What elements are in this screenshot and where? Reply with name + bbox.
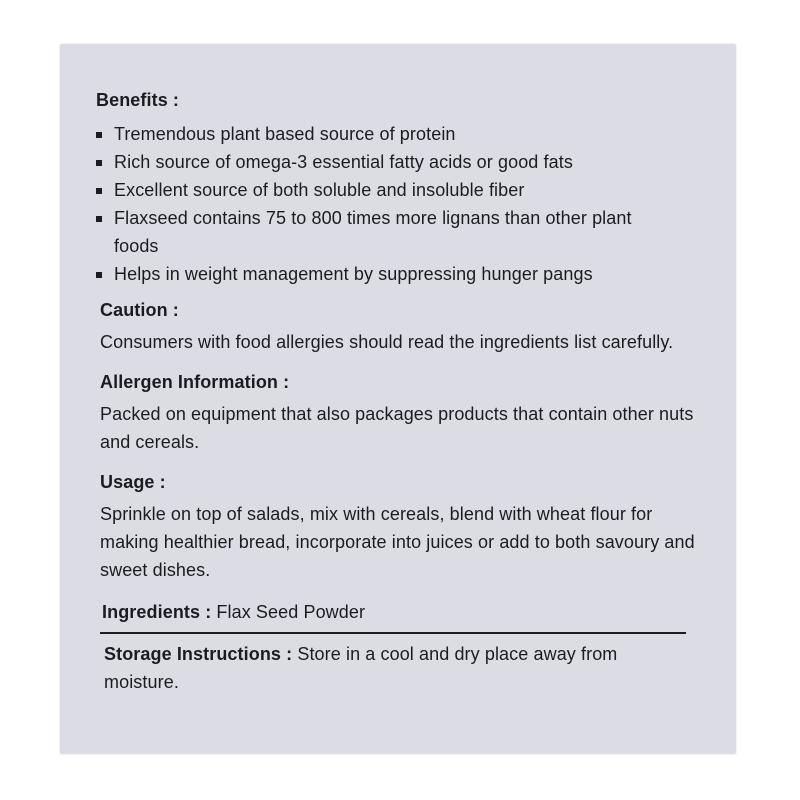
caution-section <box>96 296 696 356</box>
benefit-item <box>96 120 696 148</box>
bullet-square-icon <box>96 272 102 278</box>
bullet-square-icon <box>96 132 102 138</box>
storage-section <box>104 640 696 696</box>
benefit-text: Tremendous plant based source of protein <box>114 124 456 144</box>
ingredients-text: Flax Seed Powder <box>216 602 366 622</box>
usage-section <box>96 468 696 584</box>
allergen-heading: Allergen Information : <box>100 372 290 392</box>
benefits-heading: Benefits : <box>96 90 180 110</box>
benefit-text: Helps in weight management by suppressing hunger pangs <box>114 264 593 284</box>
bullet-square-icon <box>96 160 102 166</box>
benefit-item <box>96 260 696 288</box>
storage-heading: Storage Instructions : <box>104 644 293 664</box>
allergen-text: Packed on equipment that also packages products that contain other nuts and cereals. <box>100 404 694 452</box>
ingredients-heading: Ingredients : <box>102 602 212 622</box>
ingredients-row <box>102 598 696 626</box>
benefit-item <box>96 148 696 176</box>
bullet-square-icon <box>96 216 102 222</box>
benefits-section <box>96 86 696 288</box>
caution-text: Consumers with food allergies should read the ingredients list carefully. <box>100 332 674 352</box>
usage-text: Sprinkle on top of salads, mix with cereals, blend with wheat flour for making healthier bread, incorporate into juices or add to both savoury and sweet dishes. <box>100 504 695 580</box>
storage-text: Store in a cool and dry place away from moisture. <box>104 644 618 692</box>
section-divider <box>100 632 686 634</box>
bullet-square-icon <box>96 188 102 194</box>
caution-heading: Caution : <box>100 300 179 320</box>
label-content <box>96 86 696 696</box>
benefit-item <box>96 204 696 260</box>
benefit-item <box>96 176 696 204</box>
benefits-list <box>96 120 696 288</box>
benefit-text: Excellent source of both soluble and insoluble fiber <box>114 180 525 200</box>
usage-heading: Usage : <box>100 472 166 492</box>
allergen-section <box>96 368 696 456</box>
benefit-text: Flaxseed contains 75 to 800 times more lignans than other plant foods <box>114 208 632 256</box>
benefit-text: Rich source of omega-3 essential fatty acids or good fats <box>114 152 573 172</box>
